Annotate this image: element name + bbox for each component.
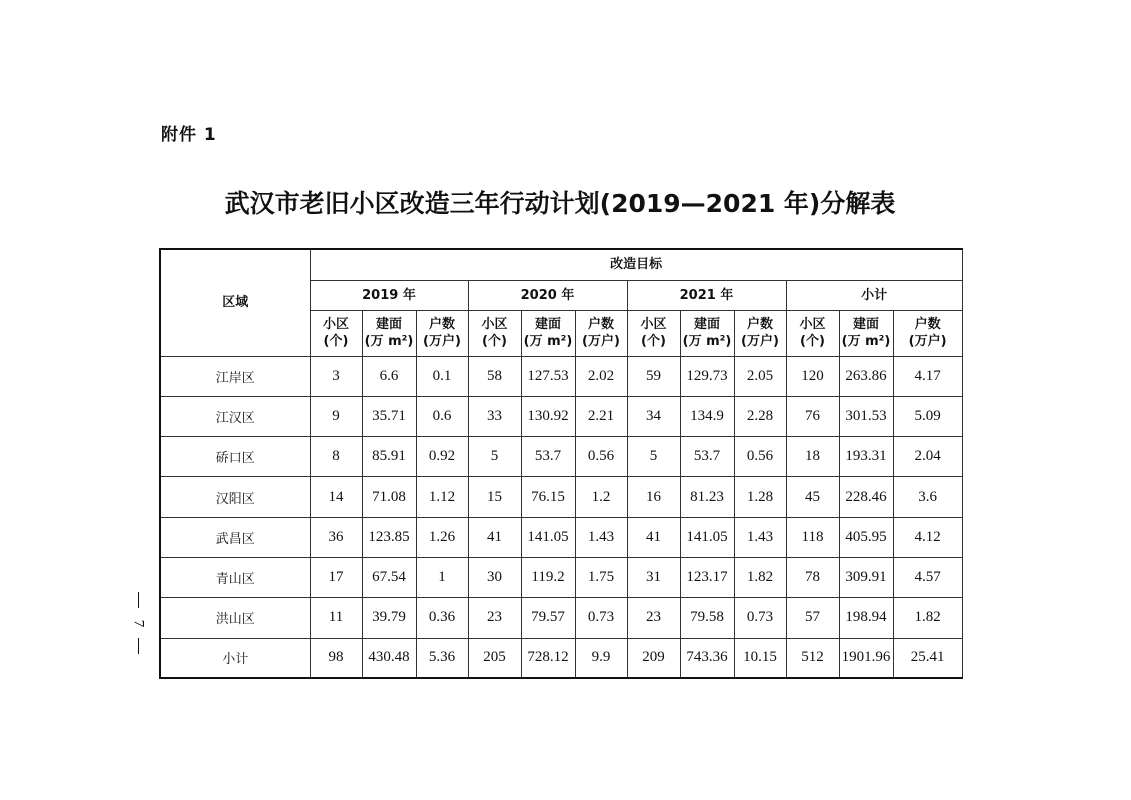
- subheader-line1: 小区: [322, 317, 349, 332]
- value-cell: 118: [786, 517, 839, 557]
- subheader-line1: 建面: [375, 317, 402, 332]
- value-cell: 34: [627, 396, 680, 436]
- column-subheader: [310, 310, 362, 356]
- value-cell: 4.17: [893, 356, 962, 396]
- subheader-line2: (万 m²): [523, 334, 573, 349]
- column-subheader: [734, 310, 786, 356]
- column-subheader: [786, 310, 839, 356]
- value-cell: 36: [310, 517, 362, 557]
- subheader-line1: 户数: [587, 317, 614, 332]
- value-cell: 41: [627, 517, 680, 557]
- value-cell: 0.1: [416, 356, 468, 396]
- value-cell: 0.73: [575, 598, 627, 638]
- value-cell: 5.09: [893, 396, 962, 436]
- subheader-line2: (万户): [741, 334, 779, 349]
- value-cell: 1.82: [734, 557, 786, 597]
- value-cell: 79.58: [680, 598, 734, 638]
- column-subheader: [468, 310, 521, 356]
- value-cell: 2.28: [734, 396, 786, 436]
- column-subheader: [575, 310, 627, 356]
- page-number-text: 7: [130, 619, 147, 627]
- subheader-line1: 小区: [640, 317, 667, 332]
- year-group-header: 2019 年: [310, 280, 468, 310]
- value-cell: 30: [468, 557, 521, 597]
- value-cell: 78: [786, 557, 839, 597]
- value-cell: 6.6: [362, 356, 416, 396]
- document-title: 武汉市老旧小区改造三年行动计划(2019—2021 年)分解表: [224, 189, 896, 218]
- value-cell: 263.86: [839, 356, 893, 396]
- value-cell: 18: [786, 437, 839, 477]
- value-cell: 53.7: [680, 437, 734, 477]
- district-cell: 小计: [160, 638, 310, 678]
- value-cell: 15: [468, 477, 521, 517]
- value-cell: 301.53: [839, 396, 893, 436]
- table-row: [160, 557, 962, 597]
- value-cell: 123.17: [680, 557, 734, 597]
- table-row: [160, 517, 962, 557]
- value-cell: 35.71: [362, 396, 416, 436]
- page-number: [128, 592, 148, 654]
- value-cell: 3: [310, 356, 362, 396]
- subheader-line2: (万户): [423, 334, 461, 349]
- district-header: 区域: [160, 249, 310, 356]
- value-cell: 5: [468, 437, 521, 477]
- subheader-line1: 小区: [799, 317, 826, 332]
- value-cell: 8: [310, 437, 362, 477]
- district-cell: 汉阳区: [160, 477, 310, 517]
- value-cell: 85.91: [362, 437, 416, 477]
- value-cell: 405.95: [839, 517, 893, 557]
- subheader-line1: 建面: [852, 317, 879, 332]
- subheader-line2: (个): [482, 334, 507, 349]
- year-group-header: 2021 年: [627, 280, 786, 310]
- year-group-header: 小计: [786, 280, 962, 310]
- column-subheader: [416, 310, 468, 356]
- value-cell: 1.75: [575, 557, 627, 597]
- value-cell: 14: [310, 477, 362, 517]
- value-cell: 198.94: [839, 598, 893, 638]
- value-cell: 9: [310, 396, 362, 436]
- subheader-line1: 小区: [481, 317, 508, 332]
- value-cell: 205: [468, 638, 521, 678]
- year-group-header: 2020 年: [468, 280, 627, 310]
- value-cell: 76.15: [521, 477, 575, 517]
- breakdown-table: [159, 248, 963, 679]
- value-cell: 23: [627, 598, 680, 638]
- value-cell: 193.31: [839, 437, 893, 477]
- value-cell: 1.28: [734, 477, 786, 517]
- value-cell: 1.43: [575, 517, 627, 557]
- column-subheader: [362, 310, 416, 356]
- page-number-dash-bottom: [138, 638, 139, 654]
- value-cell: 743.36: [680, 638, 734, 678]
- value-cell: 3.6: [893, 477, 962, 517]
- value-cell: 58: [468, 356, 521, 396]
- subheader-line2: (个): [641, 334, 666, 349]
- subheader-line1: 户数: [914, 317, 941, 332]
- value-cell: 0.73: [734, 598, 786, 638]
- table-row: [160, 477, 962, 517]
- district-cell: 武昌区: [160, 517, 310, 557]
- value-cell: 120: [786, 356, 839, 396]
- value-cell: 2.04: [893, 437, 962, 477]
- value-cell: 0.56: [734, 437, 786, 477]
- value-cell: 98: [310, 638, 362, 678]
- value-cell: 0.36: [416, 598, 468, 638]
- column-subheader: [893, 310, 962, 356]
- value-cell: 33: [468, 396, 521, 436]
- value-cell: 1.43: [734, 517, 786, 557]
- value-cell: 79.57: [521, 598, 575, 638]
- subheader-line1: 户数: [746, 317, 773, 332]
- subheader-line2: (万 m²): [682, 334, 732, 349]
- subheader-line2: (万 m²): [364, 334, 414, 349]
- value-cell: 9.9: [575, 638, 627, 678]
- value-cell: 127.53: [521, 356, 575, 396]
- value-cell: 309.91: [839, 557, 893, 597]
- value-cell: 2.21: [575, 396, 627, 436]
- value-cell: 430.48: [362, 638, 416, 678]
- district-cell: 洪山区: [160, 598, 310, 638]
- value-cell: 59: [627, 356, 680, 396]
- column-subheader: [521, 310, 575, 356]
- value-cell: 71.08: [362, 477, 416, 517]
- value-cell: 1.12: [416, 477, 468, 517]
- subheader-line1: 建面: [693, 317, 720, 332]
- value-cell: 16: [627, 477, 680, 517]
- value-cell: 67.54: [362, 557, 416, 597]
- value-cell: 2.05: [734, 356, 786, 396]
- table-row: [160, 396, 962, 436]
- value-cell: 119.2: [521, 557, 575, 597]
- value-cell: 728.12: [521, 638, 575, 678]
- value-cell: 141.05: [680, 517, 734, 557]
- value-cell: 1901.96: [839, 638, 893, 678]
- subheader-line2: (万户): [582, 334, 620, 349]
- target-header: 改造目标: [310, 249, 962, 280]
- value-cell: 134.9: [680, 396, 734, 436]
- value-cell: 123.85: [362, 517, 416, 557]
- table-row: [160, 598, 962, 638]
- value-cell: 25.41: [893, 638, 962, 678]
- column-subheader: [627, 310, 680, 356]
- value-cell: 1.2: [575, 477, 627, 517]
- value-cell: 10.15: [734, 638, 786, 678]
- table-row: [160, 437, 962, 477]
- district-cell: 江岸区: [160, 356, 310, 396]
- subheader-line2: (万 m²): [841, 334, 891, 349]
- value-cell: 1: [416, 557, 468, 597]
- value-cell: 39.79: [362, 598, 416, 638]
- value-cell: 41: [468, 517, 521, 557]
- value-cell: 57: [786, 598, 839, 638]
- value-cell: 0.92: [416, 437, 468, 477]
- value-cell: 23: [468, 598, 521, 638]
- value-cell: 53.7: [521, 437, 575, 477]
- value-cell: 5.36: [416, 638, 468, 678]
- table-row: [160, 356, 962, 396]
- district-cell: 江汉区: [160, 396, 310, 436]
- subheader-line1: 建面: [534, 317, 561, 332]
- value-cell: 129.73: [680, 356, 734, 396]
- value-cell: 11: [310, 598, 362, 638]
- column-subheader: [680, 310, 734, 356]
- subheader-line2: (个): [800, 334, 825, 349]
- subheader-line2: (个): [323, 334, 349, 349]
- district-cell: 硚口区: [160, 437, 310, 477]
- page-number-dash-top: [138, 592, 139, 608]
- value-cell: 81.23: [680, 477, 734, 517]
- value-cell: 45: [786, 477, 839, 517]
- value-cell: 1.26: [416, 517, 468, 557]
- value-cell: 1.82: [893, 598, 962, 638]
- value-cell: 0.56: [575, 437, 627, 477]
- value-cell: 512: [786, 638, 839, 678]
- value-cell: 5: [627, 437, 680, 477]
- value-cell: 0.6: [416, 396, 468, 436]
- value-cell: 4.57: [893, 557, 962, 597]
- value-cell: 141.05: [521, 517, 575, 557]
- value-cell: 209: [627, 638, 680, 678]
- subheader-line2: (万户): [908, 334, 947, 349]
- value-cell: 31: [627, 557, 680, 597]
- annex-label: 附件 1: [161, 125, 217, 145]
- value-cell: 130.92: [521, 396, 575, 436]
- column-subheader: [839, 310, 893, 356]
- subheader-line1: 户数: [428, 317, 455, 332]
- value-cell: 2.02: [575, 356, 627, 396]
- value-cell: 76: [786, 396, 839, 436]
- district-cell: 青山区: [160, 557, 310, 597]
- table-row: [160, 638, 962, 678]
- value-cell: 228.46: [839, 477, 893, 517]
- value-cell: 17: [310, 557, 362, 597]
- value-cell: 4.12: [893, 517, 962, 557]
